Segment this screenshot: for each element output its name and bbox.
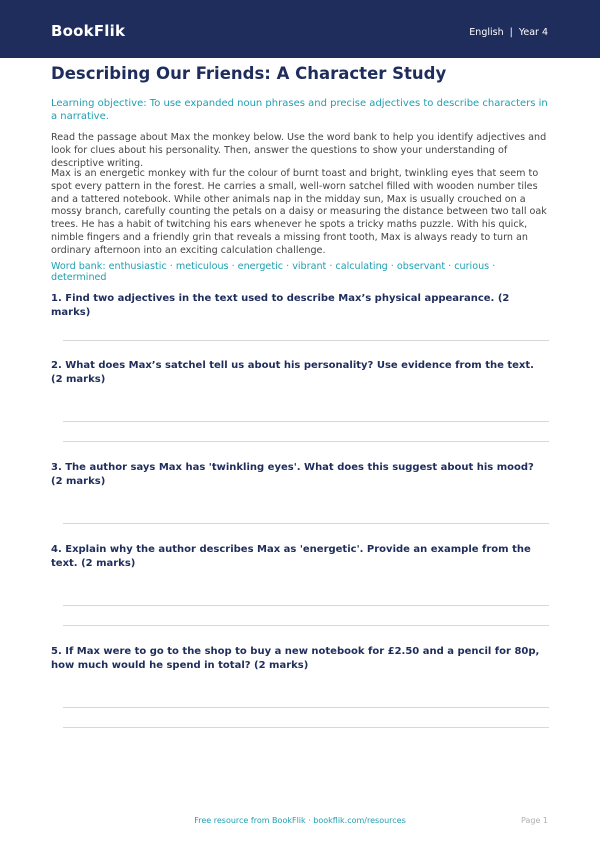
intro-paragraph: Read the passage about Max the monkey below. Use the word bank to help you identify adjectives and look for clues about his personality. Then, answer the questions to show your understanding of descriptive writing.	[51, 132, 547, 169]
meta-separator: |	[509, 27, 513, 38]
question-1: 1. Find two adjectives in the text used to describe Max’s physical appearance. (2 marks)	[51, 293, 510, 318]
page-number: Page 1	[521, 816, 548, 825]
page-header	[0, 0, 600, 58]
answer-line[interactable]	[63, 523, 549, 524]
question-3: 3. The author says Max has 'twinkling eyes'. What does this suggest about his mood? (2 marks)	[51, 462, 534, 487]
question-2: 2. What does Max’s satchel tell us about his personality? Use evidence from the text. (2 marks)	[51, 360, 534, 385]
brand-logo-text: BookFlik	[51, 22, 126, 40]
answer-line[interactable]	[63, 441, 549, 442]
footer-credit[interactable]: Free resource from BookFlik · bookflik.com/resources	[194, 816, 406, 825]
answer-line[interactable]	[63, 625, 549, 626]
page-title: Describing Our Friends: A Character Study	[51, 64, 447, 83]
answer-line[interactable]	[63, 421, 549, 422]
question-4: 4. Explain why the author describes Max as 'energetic'. Provide an example from the text. (2 marks)	[51, 544, 531, 569]
subject-year-label	[469, 27, 548, 38]
word-bank: Word bank: enthusiastic · meticulous · energetic · vibrant · calculating · observant · curious · determined	[51, 261, 496, 283]
question-5: 5. If Max were to go to the shop to buy a new notebook for £2.50 and a pencil for 80p, how much would he spend in total? (2 marks)	[51, 646, 540, 671]
answer-line[interactable]	[63, 605, 549, 606]
subject-label: English	[469, 27, 504, 38]
passage-paragraph: Max is an energetic monkey with fur the colour of burnt toast and bright, twinkling eyes that seem to spot every pattern in the forest. He carries a small, well-worn satchel filled with wooden number tiles and a tattered notebook. While other animals nap in the midday sun, Max is usually crouched on a mossy branch, carefully counting the petals on a daisy or measuring the distance between two tall oak trees. He has a habit of twitching his ears whenever he spots a tricky maths puzzle. With his quick, nimble fingers and a friendly grin that reveals a missing front tooth, Max is always ready to turn an ordinary afternoon into an exciting calculation challenge.	[51, 168, 547, 256]
answer-line[interactable]	[63, 340, 549, 341]
learning-objective: Learning objective: To use expanded noun phrases and precise adjectives to describe characters in a narrative.	[51, 98, 548, 122]
year-label: Year 4	[518, 27, 548, 38]
answer-line[interactable]	[63, 727, 549, 728]
answer-line[interactable]	[63, 707, 549, 708]
